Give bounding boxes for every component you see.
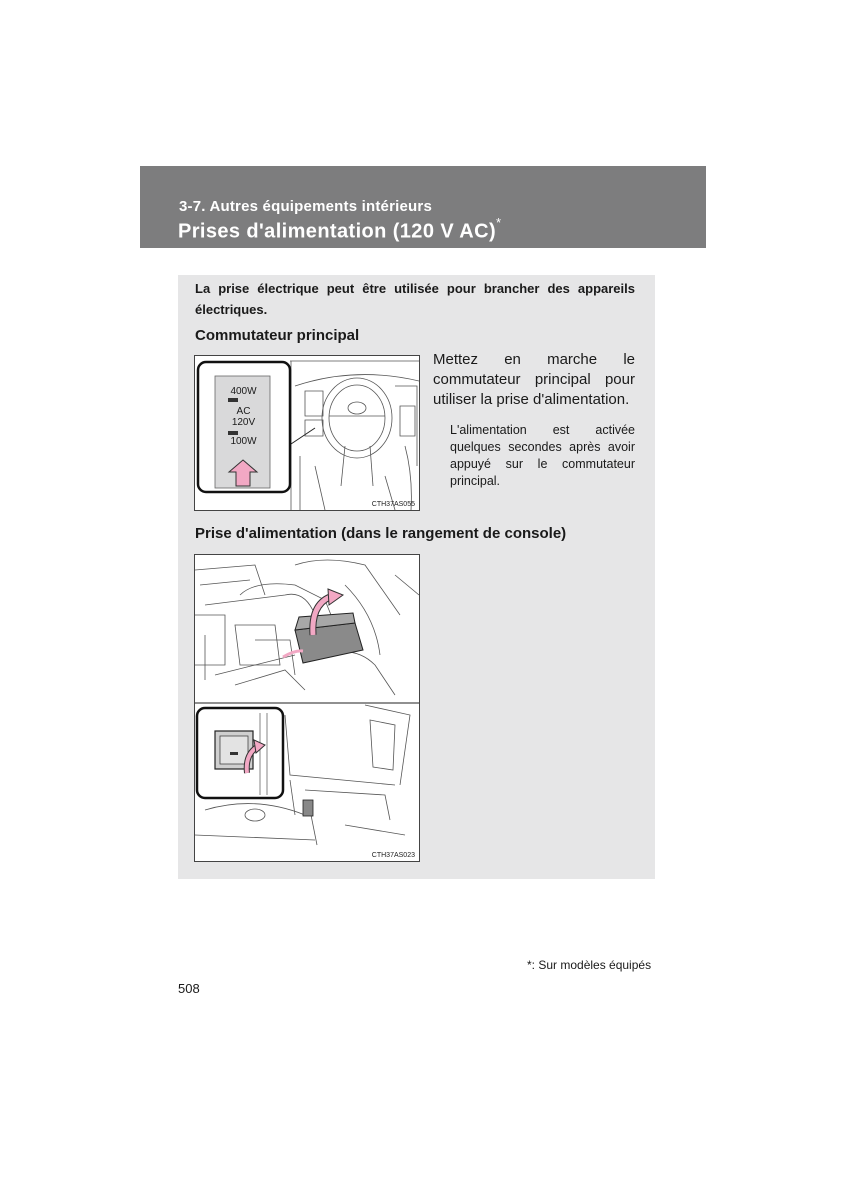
main-switch-note: L'alimentation est activée quelques secondes après avoir appuyé sur le commutateur principal. — [450, 423, 635, 488]
main-switch-instruction: Mettez en marche le commutateur principal pour utiliser la prise d'alimentation. — [433, 351, 635, 408]
footnote: *: Sur modèles équipés — [527, 958, 652, 972]
figure-code: CTH37AS055 — [371, 501, 415, 508]
content-panel — [178, 275, 655, 879]
page-title-text: Prises d'alimentation (120 V AC) — [178, 220, 497, 243]
figure-code: CTH37AS023 — [371, 852, 415, 859]
switch-label-100w: 100W — [230, 436, 257, 447]
page-title — [178, 215, 502, 244]
page-number: 508 — [178, 981, 200, 996]
console-outlet-heading: Prise d'alimentation (dans le rangement de console) — [195, 525, 567, 542]
header-band — [140, 166, 706, 248]
switch-label-400w: 400W — [230, 386, 257, 397]
dashboard-illustration — [195, 356, 419, 510]
console-outlet-figure — [194, 554, 420, 862]
main-switch-figure — [194, 355, 420, 511]
switch-label-ac: AC — [236, 406, 251, 417]
switch-label-120v: 120V — [231, 417, 256, 428]
console-illustration — [195, 555, 419, 861]
intro-text: La prise électrique peut être utilisée pour brancher des appareils électriques. — [195, 281, 635, 317]
title-footnote-marker: * — [496, 215, 502, 230]
section-label: 3-7. Autres équipements intérieurs — [179, 198, 432, 215]
main-switch-heading: Commutateur principal — [195, 327, 360, 344]
